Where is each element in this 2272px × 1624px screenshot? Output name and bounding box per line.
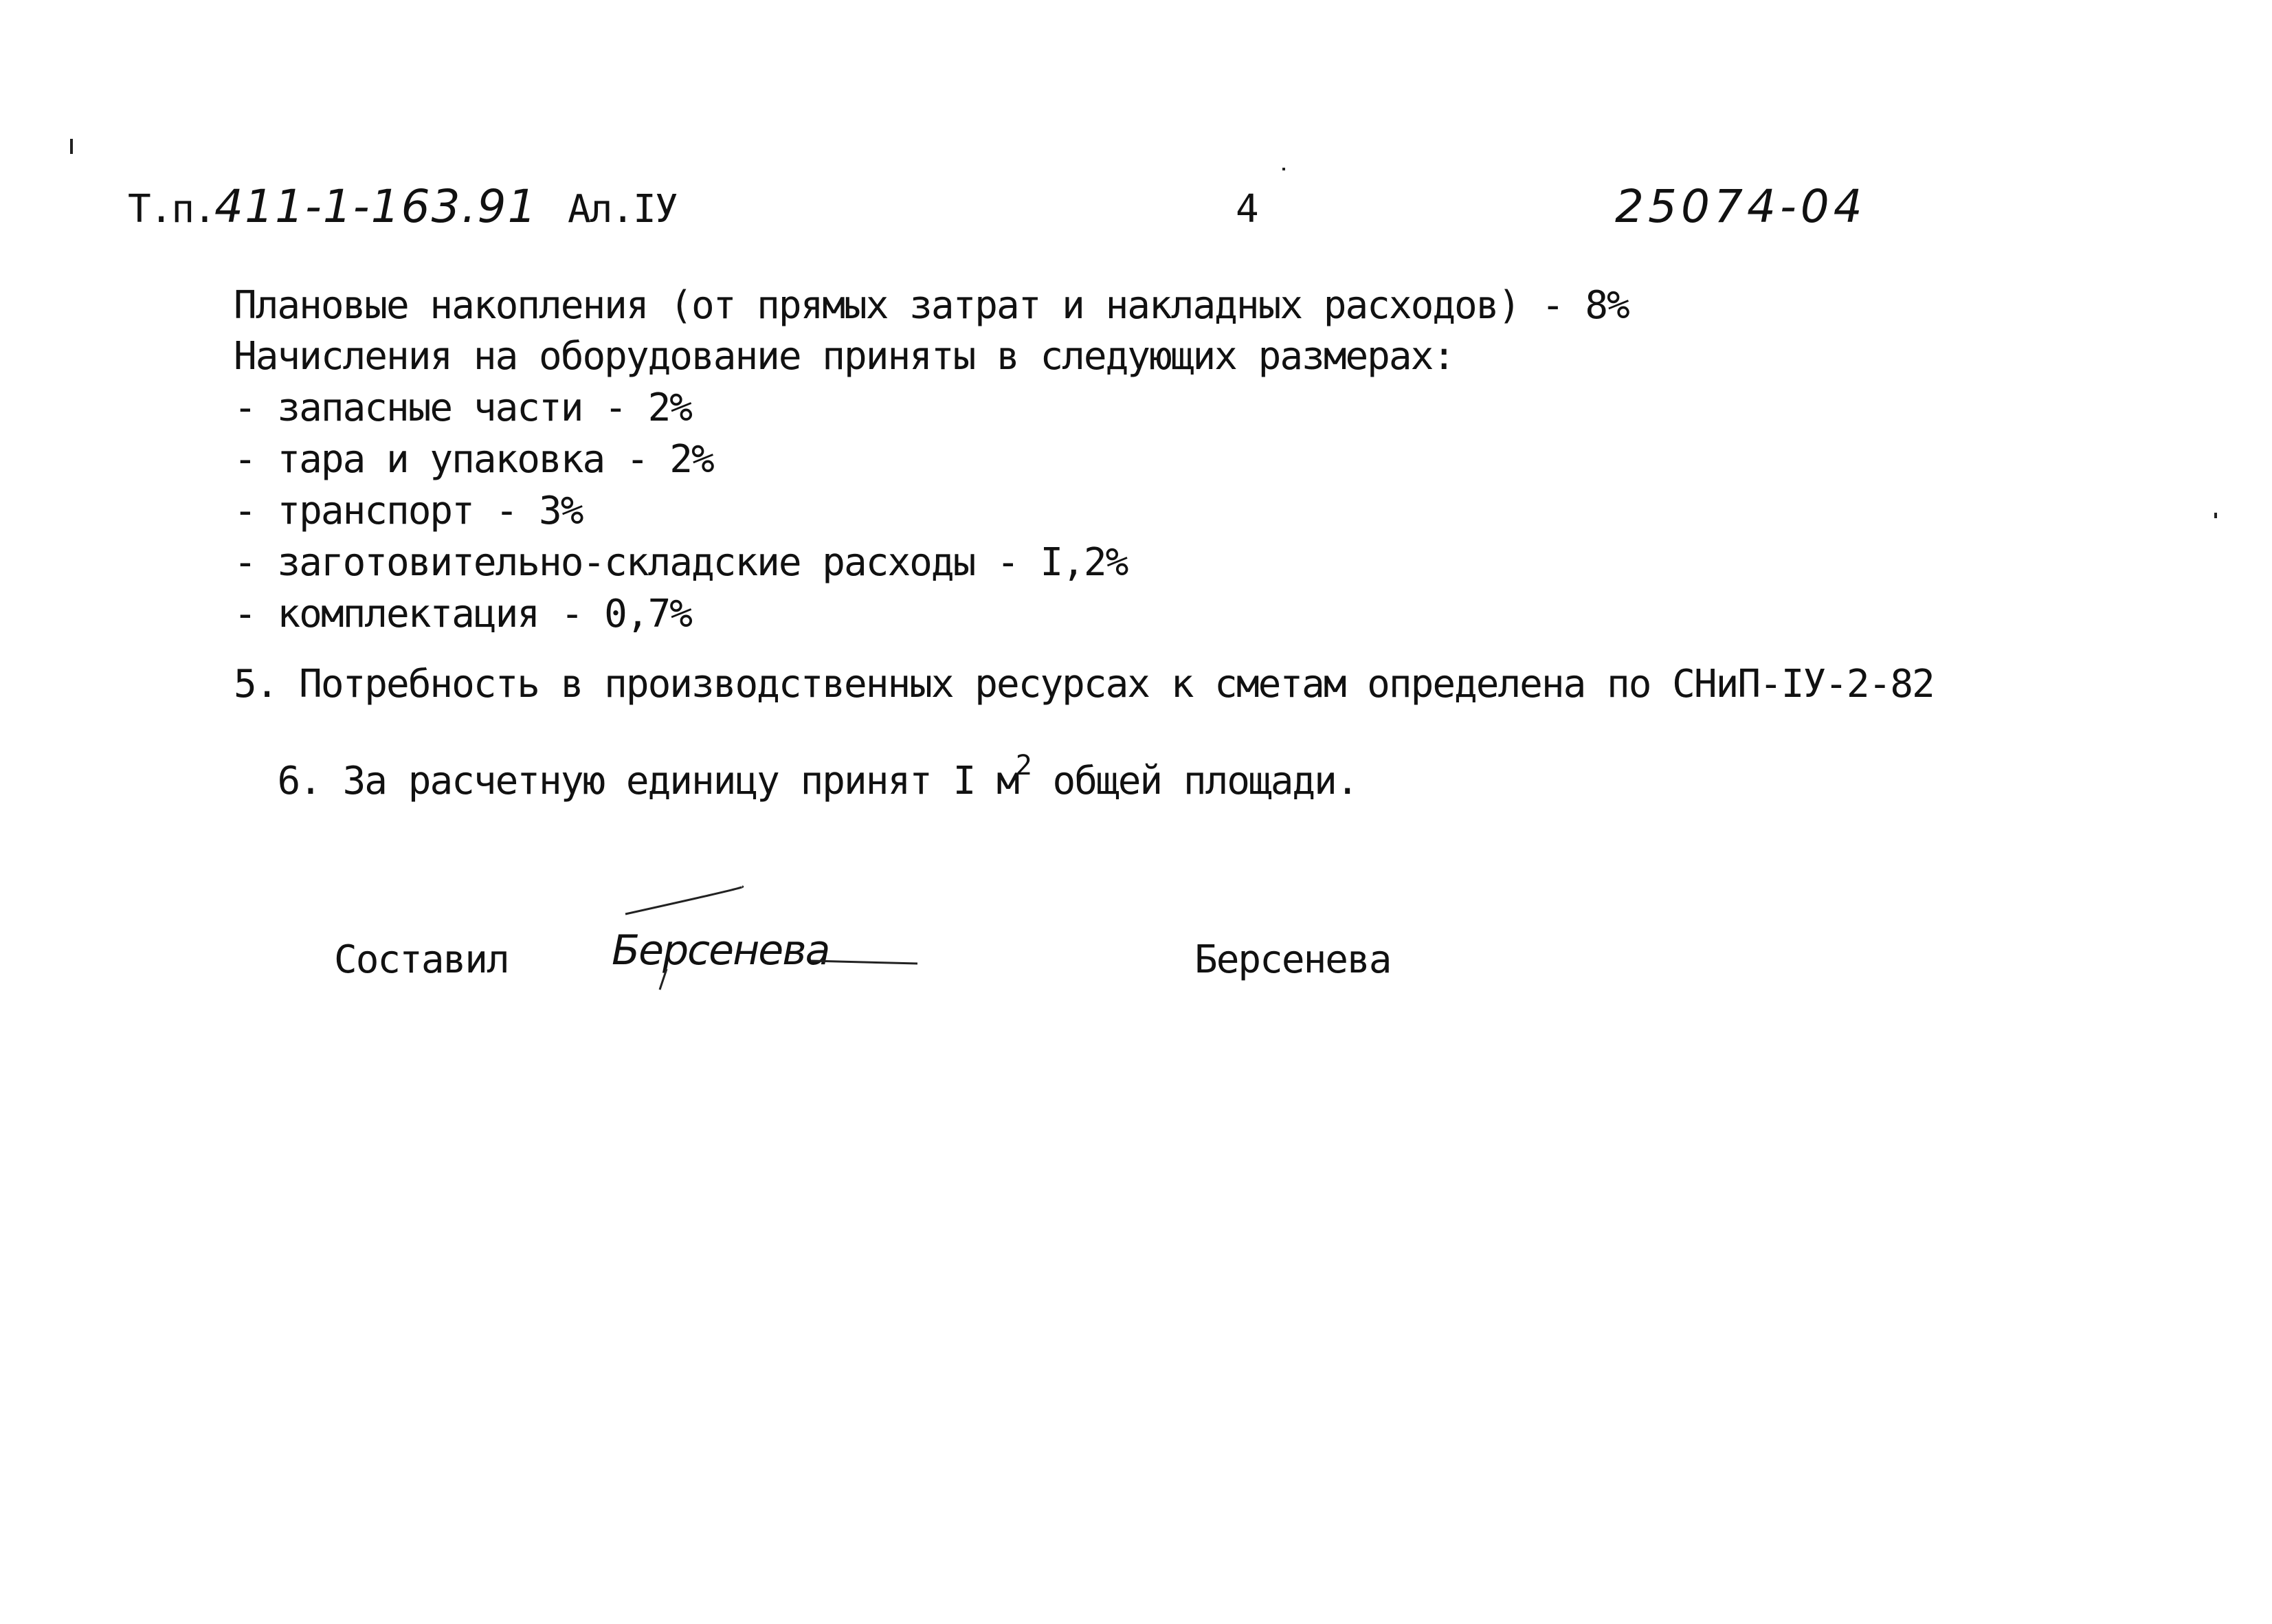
item-6-unit [234,714,1358,803]
doc-code-handwritten: 25074-04 [1615,180,1867,233]
signature-strokes [605,873,921,997]
handwritten-signature: Берсенева [612,926,829,975]
tp-number-handwritten: 411-1-163.91 [214,180,538,233]
signature-top-stroke [625,887,743,914]
list-item-procurement: - заготовительно-складские расходы - I,2% [234,540,1128,585]
item-6-superscript: 2 [1015,750,1031,781]
scan-speck [1282,168,1285,170]
signature-tail [660,969,667,990]
item-5-resources: 5. Потребность в производственных ресурсах к сметам определена по СНиП-IУ-2-82 [234,662,1934,707]
signature-underline [811,961,917,964]
equipment-charges-heading: Начисления на оборудование приняты в следующих размерах: [234,334,1455,379]
planned-savings-line: Плановые накопления (от прямых затрат и накладных расходов) - 8% [234,283,1629,328]
album-label: Ал.IУ [568,187,677,232]
item-6-text-end: общей площади. [1030,759,1358,803]
scan-speck [70,139,73,154]
tp-prefix: Т.п. [128,187,215,232]
list-item-spare-parts: - запасные части - 2% [234,386,692,430]
list-item-packaging: - тара и упаковка - 2% [234,437,713,482]
compiler-name: Берсенева [1194,937,1391,982]
page-number: 4 [1236,187,1258,232]
item-6-text: 6. За расчетную единицу принят I м [277,759,1018,803]
compiled-by-label: Составил [334,937,509,982]
list-item-completion: - комплектация - 0,7% [234,592,692,636]
list-item-transport: - транспорт - 3% [234,489,583,533]
scan-speck [2214,513,2217,518]
